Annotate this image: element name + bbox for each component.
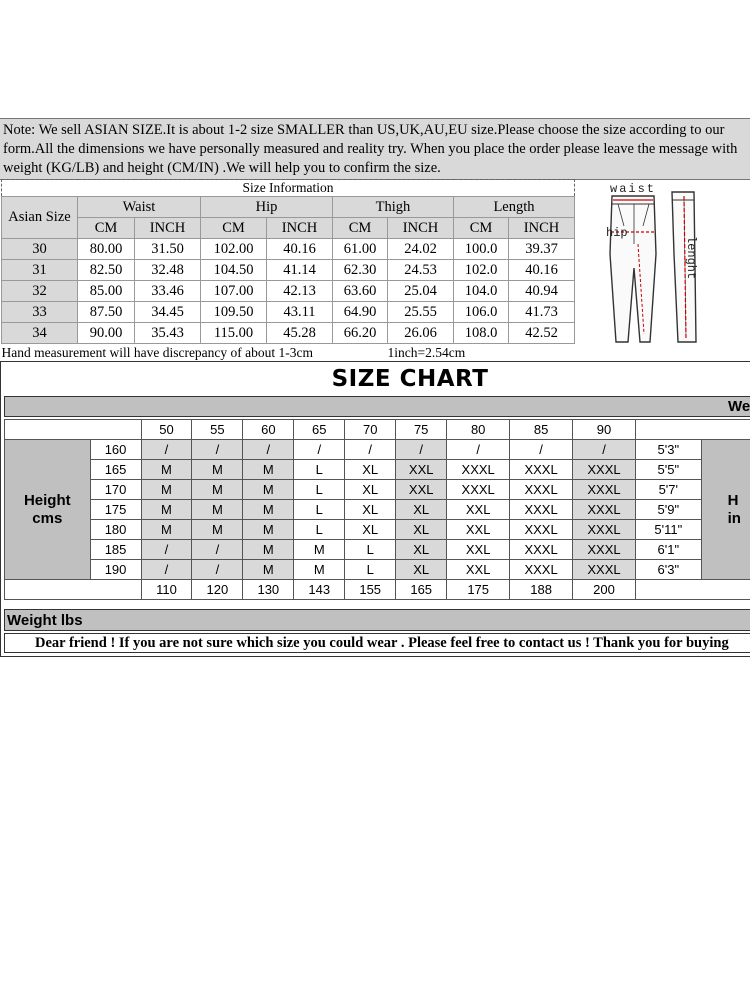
height-ft-cell: 6'1" [635, 540, 701, 560]
measurement-cell: 61.00 [333, 239, 388, 260]
size-cell: M [243, 500, 294, 520]
weight-lbs-cell: 165 [396, 580, 447, 600]
height-row [5, 440, 750, 460]
height-row [5, 480, 750, 500]
size-cell: XL [345, 480, 396, 500]
measurement-cell: 82.50 [78, 260, 135, 281]
size-cell: / [573, 440, 636, 460]
measurement-cell: 42.52 [509, 323, 575, 344]
unit-header: CM [78, 218, 135, 239]
unit-header: CM [201, 218, 267, 239]
measurement-cell: 66.20 [333, 323, 388, 344]
size-cell: / [192, 560, 243, 580]
size-info-row [2, 281, 575, 302]
size-cell: L [294, 520, 345, 540]
group-header: Length [454, 197, 575, 218]
size-cell: / [447, 440, 510, 460]
asian-size-cell: 33 [2, 302, 78, 323]
size-cell: XXXL [573, 560, 636, 580]
size-cell: XXL [396, 480, 447, 500]
measurement-cell: 87.50 [78, 302, 135, 323]
height-ft-cell: 5'7' [635, 480, 701, 500]
weight-kg-cell: 60 [243, 420, 294, 440]
measurement-cell: 100.0 [454, 239, 509, 260]
size-cell: M [141, 500, 192, 520]
note-line-1: Note: We sell ASIAN SIZE.It is about 1-2 size SMALLER than US,UK,AU,EU size.Please choose the size according to our [3, 122, 725, 138]
size-info-caption: Size Information [2, 180, 575, 197]
size-cell: / [141, 440, 192, 460]
size-cell: L [345, 560, 396, 580]
weight-lbs-band [4, 609, 750, 631]
weight-kg-cell: 85 [510, 420, 573, 440]
measurement-cell: 40.16 [509, 260, 575, 281]
weight-kg-cell: 75 [396, 420, 447, 440]
asian-size-cell: 30 [2, 239, 78, 260]
size-cell: M [141, 460, 192, 480]
size-cell: M [243, 520, 294, 540]
measurement-cell: 108.0 [454, 323, 509, 344]
size-info-footnote: Hand measurement will have discrepancy of about 1-3cm [2, 344, 388, 363]
height-cm-cell: 180 [90, 520, 141, 540]
contact-message: Dear friend ! If you are not sure which size you could wear . Please feel free to contact us ! Thank you for buying [35, 635, 729, 651]
measurement-cell: 107.00 [201, 281, 267, 302]
size-cell: XXXL [510, 540, 573, 560]
asian-size-cell: 32 [2, 281, 78, 302]
weight-lbs-row [5, 580, 750, 600]
group-header: Waist [78, 197, 201, 218]
size-chart-title: SIZE CHART [331, 366, 489, 392]
size-cell: / [192, 440, 243, 460]
corner-cell [5, 580, 142, 600]
asian-size-header: Asian Size [2, 197, 78, 239]
size-cell: L [294, 460, 345, 480]
unit-header: CM [333, 218, 388, 239]
size-cell: XL [345, 460, 396, 480]
asian-size-cell: 34 [2, 323, 78, 344]
weight-kg-cell: 90 [573, 420, 636, 440]
size-cell: M [243, 540, 294, 560]
measurement-cell: 102.00 [201, 239, 267, 260]
length-label: lenght [684, 236, 698, 280]
size-cell: XXL [447, 520, 510, 540]
height-in-label-bottom: in [727, 509, 741, 527]
measurement-cell: 31.50 [135, 239, 201, 260]
unit-header: INCH [267, 218, 333, 239]
height-ft-cell: 5'11" [635, 520, 701, 540]
weight-kg-row [5, 420, 750, 440]
note-line-3: weight (KG/LB) and height (CM/IN) .We will help you to confirm the size. [3, 160, 441, 176]
height-ft-cell: 5'5" [635, 460, 701, 480]
weight-kg-cell: 80 [447, 420, 510, 440]
size-cell: M [192, 520, 243, 540]
height-cm-cell: 190 [90, 560, 141, 580]
size-cell: XL [345, 520, 396, 540]
size-cell: XXXL [510, 560, 573, 580]
group-header: Thigh [333, 197, 454, 218]
size-information-table [1, 179, 575, 362]
weight-kg-cell: 70 [345, 420, 396, 440]
size-cell: XXXL [573, 540, 636, 560]
height-cm-cell: 175 [90, 500, 141, 520]
measurement-cell: 62.30 [333, 260, 388, 281]
size-cell: XXXL [573, 500, 636, 520]
weight-lbs-cell: 110 [141, 580, 192, 600]
measurement-cell: 90.00 [78, 323, 135, 344]
weight-kg-cell: 65 [294, 420, 345, 440]
unit-header: INCH [135, 218, 201, 239]
height-in-label [701, 440, 750, 580]
measurement-cell: 80.00 [78, 239, 135, 260]
group-header: Hip [201, 197, 333, 218]
cms-label: cms [32, 509, 63, 527]
measurement-cell: 25.04 [388, 281, 454, 302]
size-cell: XL [396, 560, 447, 580]
size-cell: / [396, 440, 447, 460]
size-cell: XXL [447, 540, 510, 560]
size-cell: L [345, 540, 396, 560]
height-label: Height [23, 491, 71, 509]
size-cell: / [192, 540, 243, 560]
height-in-label-top: H [727, 491, 739, 509]
unit-header: INCH [509, 218, 575, 239]
measurement-cell: 64.90 [333, 302, 388, 323]
height-cm-cell: 185 [90, 540, 141, 560]
measurement-cell: 40.16 [267, 239, 333, 260]
size-cell: M [141, 520, 192, 540]
size-cell: M [141, 480, 192, 500]
measurement-cell: 32.48 [135, 260, 201, 281]
blank-cell [635, 580, 750, 600]
weight-band-label: We [728, 398, 750, 415]
height-ft-cell: 6'3" [635, 560, 701, 580]
measurement-cell: 85.00 [78, 281, 135, 302]
size-cell: / [141, 540, 192, 560]
measurement-cell: 33.46 [135, 281, 201, 302]
measurement-cell: 39.37 [509, 239, 575, 260]
asian-size-cell: 31 [2, 260, 78, 281]
size-cell: XXXL [573, 520, 636, 540]
measurement-cell: 43.11 [267, 302, 333, 323]
measurement-cell: 115.00 [201, 323, 267, 344]
size-info-row [2, 239, 575, 260]
weight-lbs-label: Weight lbs [7, 612, 83, 629]
height-row [5, 540, 750, 560]
size-info-conversion: 1inch=2.54cm [388, 344, 575, 363]
size-cell: XXXL [510, 500, 573, 520]
unit-header: INCH [388, 218, 454, 239]
size-cell: XXXL [573, 480, 636, 500]
size-cell: XXXL [447, 480, 510, 500]
height-row [5, 460, 750, 480]
weight-lbs-cell: 120 [192, 580, 243, 600]
size-cell: / [243, 440, 294, 460]
size-cell: XXXL [510, 480, 573, 500]
size-info-row [2, 260, 575, 281]
size-cell: XL [396, 500, 447, 520]
measurement-cell: 102.0 [454, 260, 509, 281]
size-info-row [2, 323, 575, 344]
measurement-cell: 24.02 [388, 239, 454, 260]
measurement-cell: 41.14 [267, 260, 333, 281]
waist-label: waist [610, 182, 657, 196]
weight-lbs-cell: 130 [243, 580, 294, 600]
size-cell: XXL [396, 460, 447, 480]
size-cell: L [294, 500, 345, 520]
height-cm-cell: 170 [90, 480, 141, 500]
weight-lbs-cell: 143 [294, 580, 345, 600]
size-cell: XXL [447, 500, 510, 520]
measurement-cell: 63.60 [333, 281, 388, 302]
unit-header: CM [454, 218, 509, 239]
size-cell: XXXL [447, 460, 510, 480]
size-cell: M [192, 500, 243, 520]
weight-lbs-cell: 175 [447, 580, 510, 600]
size-cell: XXXL [510, 460, 573, 480]
measurement-cell: 41.73 [509, 302, 575, 323]
pants-measurement-figure [598, 184, 710, 356]
size-cell: / [294, 440, 345, 460]
measurement-cell: 24.53 [388, 260, 454, 281]
size-cell: M [243, 560, 294, 580]
size-cell: M [243, 460, 294, 480]
size-cell: L [294, 480, 345, 500]
size-cell: / [141, 560, 192, 580]
height-row [5, 520, 750, 540]
measurement-cell: 104.50 [201, 260, 267, 281]
measurement-cell: 35.43 [135, 323, 201, 344]
measurement-cell: 34.45 [135, 302, 201, 323]
height-ft-cell: 5'9" [635, 500, 701, 520]
note-block [0, 118, 750, 180]
size-cell: XXXL [573, 460, 636, 480]
height-cms-label [5, 440, 91, 580]
contact-message-bar [4, 633, 750, 653]
size-chart [0, 361, 750, 657]
height-row [5, 560, 750, 580]
weight-band [4, 396, 750, 417]
measurement-cell: 106.0 [454, 302, 509, 323]
measurement-cell: 104.0 [454, 281, 509, 302]
note-line-2: form.All the dimensions we have personally measured and reality try. When you place the order please leave the message with [3, 141, 738, 157]
measurement-cell: 25.55 [388, 302, 454, 323]
size-cell: XL [396, 540, 447, 560]
height-cm-cell: 165 [90, 460, 141, 480]
weight-lbs-cell: 155 [345, 580, 396, 600]
size-cell: XXXL [510, 520, 573, 540]
size-cell: M [192, 460, 243, 480]
size-cell: M [294, 560, 345, 580]
size-cell: XL [396, 520, 447, 540]
size-cell: M [243, 480, 294, 500]
height-cm-cell: 160 [90, 440, 141, 460]
size-cell: XL [345, 500, 396, 520]
hip-label: hip [606, 226, 628, 240]
measurement-cell: 26.06 [388, 323, 454, 344]
blank-cell [635, 420, 750, 440]
measurement-cell: 109.50 [201, 302, 267, 323]
size-cell: / [510, 440, 573, 460]
size-cell: XXL [447, 560, 510, 580]
weight-lbs-cell: 188 [510, 580, 573, 600]
corner-cell [5, 420, 142, 440]
measurement-cell: 40.94 [509, 281, 575, 302]
size-info-row [2, 302, 575, 323]
weight-kg-cell: 50 [141, 420, 192, 440]
size-cell: M [192, 480, 243, 500]
measurement-cell: 42.13 [267, 281, 333, 302]
size-cell: / [345, 440, 396, 460]
height-ft-cell: 5'3" [635, 440, 701, 460]
size-cell: M [294, 540, 345, 560]
weight-kg-cell: 55 [192, 420, 243, 440]
measurement-cell: 45.28 [267, 323, 333, 344]
height-row [5, 500, 750, 520]
weight-lbs-cell: 200 [573, 580, 636, 600]
size-chart-grid [4, 419, 750, 600]
